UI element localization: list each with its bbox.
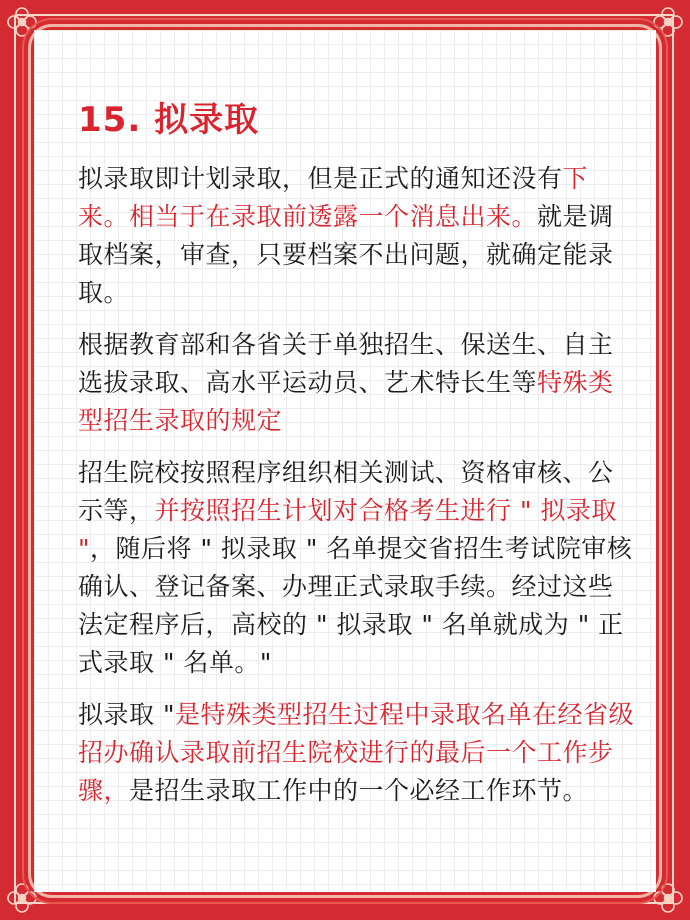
article-content [78,96,638,824]
highlight-segment: 并按照招生计划对合格考生进行 " 拟录取 " [78,496,617,563]
highlight-segment: 是特殊类型招生过程中录取名单在经省级招办确认录取前招生院校进行的最后一个工作步骤， [78,700,634,805]
paragraph-3 [78,454,638,682]
page-title: 15. 拟录取 [78,100,260,140]
text-segment: 是招生录取工作中的一个必经工作环节。 [129,776,589,805]
paragraph-4 [78,696,638,810]
paragraph-2 [78,326,638,440]
text-segment: 拟录取 " [78,700,175,729]
paragraph-1 [78,160,638,312]
highlight-segment: 下来。相当于在录取前透露一个消息出来。 [78,164,589,231]
text-segment: ，随后将 " 拟录取 " 名单提交省招生考试院审核确认、登记备案、办理正式录取手续。经过这些法定程序后，高校的 " 拟录取 " 名单就成为 " 正式录取 " 名单。" [78,534,633,677]
text-segment: 就是调取档案，审查，只要档案不出问题，就确定能录取。 [78,202,614,307]
text-segment: 招生院校按照程序组织相关测试、资格审核、公示等， [78,458,614,525]
text-segment: 拟录取即计划录取，但是正式的通知还没有 [78,164,563,193]
highlight-segment: 特殊类型招生录取的规定 [78,368,614,435]
text-segment: 根据教育部和各省关于单独招生、保送生、自主选拔录取、高水平运动员、艺术特长生等 [78,330,614,397]
